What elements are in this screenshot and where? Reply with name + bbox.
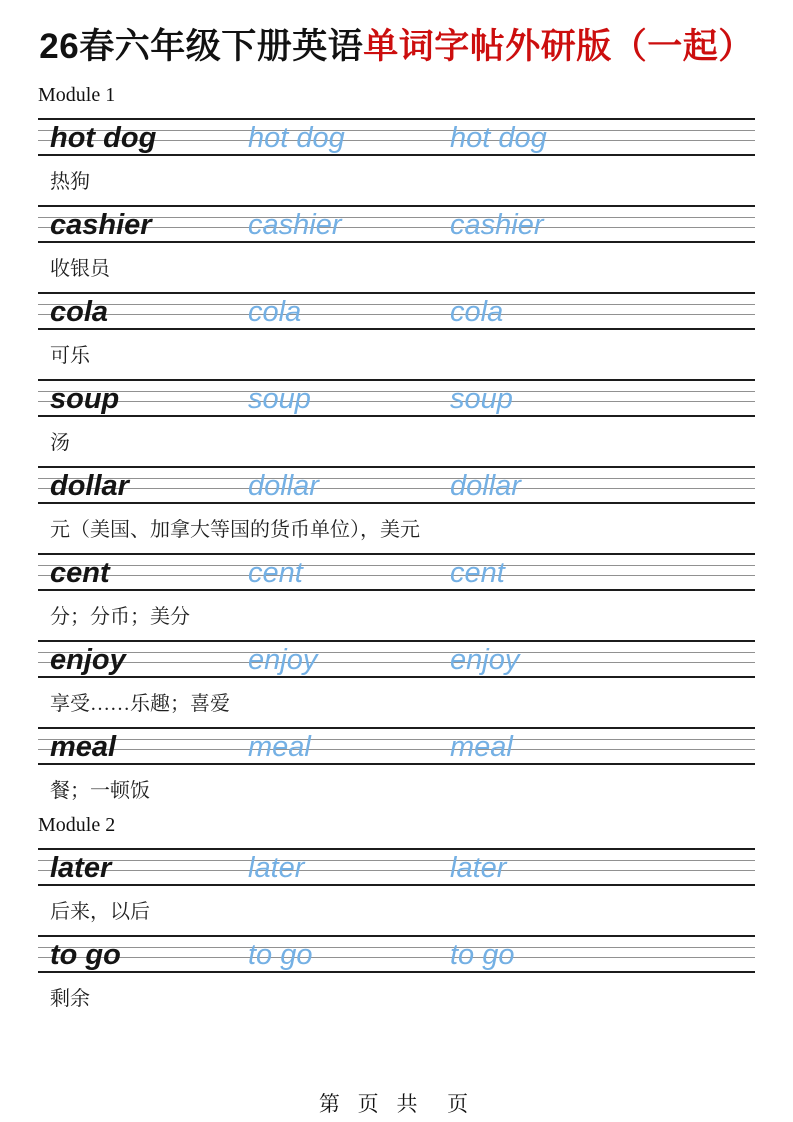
word-text: later (50, 852, 112, 884)
guide-line-bottom (38, 676, 755, 678)
guide-line-bottom (38, 971, 755, 973)
guide-line-upper-mid (38, 391, 755, 392)
word-trace-2: cashier (450, 209, 544, 241)
word-trace-1: to go (248, 939, 313, 971)
word-trace-2: cola (450, 296, 504, 328)
page-footer (0, 1088, 793, 1118)
guide-line-top (38, 935, 755, 937)
word-item (38, 118, 755, 205)
module-words (38, 118, 755, 814)
word-text: cent (50, 557, 110, 589)
guide-line-bottom (38, 415, 755, 417)
writing-guide (38, 118, 755, 156)
word-trace-2: dollar (450, 470, 521, 502)
module-label-1: Module 1 (38, 84, 116, 106)
word-item (38, 292, 755, 379)
word-trace-2: later (450, 852, 507, 884)
word-trace-2: to go (450, 939, 515, 971)
guide-line-lower-mid (38, 401, 755, 402)
word-meaning: 收银员 (50, 258, 110, 280)
word-meaning: 元（美国、加拿大等国的货币单位），美元 (50, 519, 420, 541)
guide-line-upper-mid (38, 739, 755, 740)
word-text: hot dog (50, 122, 157, 154)
word-trace-1: dollar (248, 470, 319, 502)
word-meaning: 剩余 (50, 988, 90, 1010)
module-words (38, 848, 755, 1022)
guide-line-upper-mid (38, 304, 755, 305)
word-meaning: 后来，以后 (50, 901, 150, 923)
writing-guide (38, 205, 755, 243)
writing-guide (38, 727, 755, 765)
title-red-part: 单词字帖外研版（一起） (363, 27, 754, 66)
writing-guide (38, 553, 755, 591)
word-item (38, 379, 755, 466)
word-item (38, 848, 755, 935)
module-section (38, 814, 755, 1022)
word-item (38, 727, 755, 814)
guide-line-top (38, 292, 755, 294)
word-text: soup (50, 383, 120, 415)
word-trace-2: hot dog (450, 122, 547, 154)
page-title (0, 24, 793, 70)
guide-line-bottom (38, 763, 755, 765)
word-text: meal (50, 731, 117, 763)
guide-line-lower-mid (38, 662, 755, 663)
guide-line-lower-mid (38, 575, 755, 576)
module-label-2: Module 2 (38, 814, 116, 836)
guide-line-lower-mid (38, 870, 755, 871)
word-item (38, 205, 755, 292)
writing-guide (38, 848, 755, 886)
title-black-part: 26春六年级下册英语 (39, 27, 364, 66)
guide-line-upper-mid (38, 860, 755, 861)
word-item (38, 553, 755, 640)
guide-line-lower-mid (38, 314, 755, 315)
guide-line-upper-mid (38, 478, 755, 479)
word-meaning: 享受……乐趣；喜爱 (50, 693, 230, 715)
guide-line-upper-mid (38, 652, 755, 653)
guide-line-bottom (38, 328, 755, 330)
word-trace-1: later (248, 852, 305, 884)
word-item (38, 935, 755, 1022)
guide-line-top (38, 640, 755, 642)
word-item (38, 466, 755, 553)
word-trace-2: meal (450, 731, 513, 763)
guide-line-top (38, 466, 755, 468)
word-item (38, 640, 755, 727)
word-meaning: 分；分币；美分 (50, 606, 190, 628)
word-meaning: 餐；一顿饭 (50, 780, 150, 802)
word-meaning: 热狗 (50, 171, 90, 193)
word-trace-1: cent (248, 557, 303, 589)
writing-guide (38, 935, 755, 973)
word-text: enjoy (50, 644, 126, 676)
guide-line-upper-mid (38, 565, 755, 566)
writing-guide (38, 466, 755, 504)
word-trace-1: enjoy (248, 644, 318, 676)
word-trace-1: cashier (248, 209, 342, 241)
guide-line-lower-mid (38, 957, 755, 958)
writing-guide (38, 379, 755, 417)
word-text: to go (50, 939, 121, 971)
writing-guide (38, 292, 755, 330)
guide-line-bottom (38, 502, 755, 504)
word-trace-2: cent (450, 557, 505, 589)
word-text: cola (50, 296, 109, 328)
word-text: dollar (50, 470, 129, 502)
word-trace-1: cola (248, 296, 302, 328)
word-meaning: 汤 (50, 432, 70, 454)
guide-line-upper-mid (38, 947, 755, 948)
guide-line-top (38, 727, 755, 729)
word-trace-1: soup (248, 383, 311, 415)
word-text: cashier (50, 209, 152, 241)
guide-line-top (38, 553, 755, 555)
word-trace-2: enjoy (450, 644, 520, 676)
guide-line-bottom (38, 884, 755, 886)
word-trace-2: soup (450, 383, 513, 415)
page-number-text: 第 页 共 页 (318, 1093, 475, 1116)
vocabulary-list (38, 84, 755, 1022)
guide-line-lower-mid (38, 749, 755, 750)
word-meaning: 可乐 (50, 345, 90, 367)
guide-line-top (38, 848, 755, 850)
writing-guide (38, 640, 755, 678)
word-trace-1: hot dog (248, 122, 345, 154)
module-section (38, 84, 755, 814)
guide-line-bottom (38, 589, 755, 591)
guide-line-lower-mid (38, 488, 755, 489)
guide-line-top (38, 379, 755, 381)
word-trace-1: meal (248, 731, 311, 763)
